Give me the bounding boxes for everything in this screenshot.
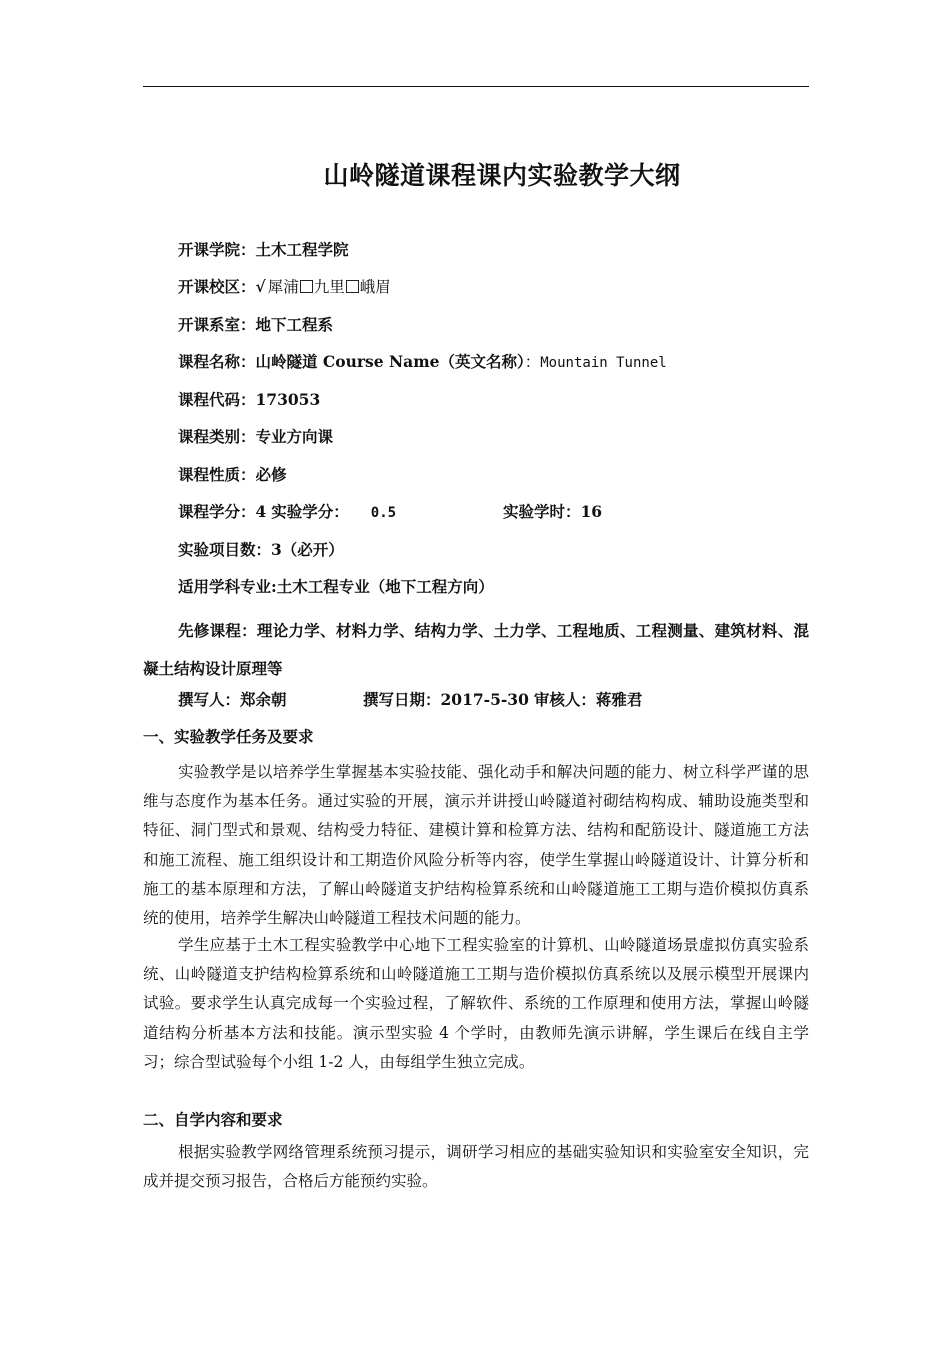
course-code-value: 173053 <box>255 390 321 409</box>
field-college <box>178 238 349 260</box>
reviewer-value: 蒋雅君 <box>595 690 643 709</box>
field-lab-items <box>178 538 344 560</box>
lab-hours-value: 16 <box>580 502 603 521</box>
field-credits <box>178 500 396 522</box>
field-course-nature <box>178 463 287 485</box>
nature-label: 课程性质： <box>178 465 256 484</box>
major-label: 适用学科专业: <box>178 577 277 596</box>
course-name-colon: ： <box>524 353 541 371</box>
field-prerequisites <box>143 612 809 687</box>
field-author <box>178 688 287 710</box>
lab-credit-label: 实验学分： <box>271 502 349 521</box>
campus-label: 开课校区： <box>178 277 256 296</box>
date-value: 2017-5-30 <box>440 690 529 709</box>
section-heading: 一、实验教学任务及要求 <box>143 727 314 746</box>
credit-value: 4 <box>255 502 267 521</box>
credit-label: 课程学分： <box>178 502 256 521</box>
campus-option-xipu: 犀浦 <box>267 278 299 296</box>
items-value: 3（必开） <box>271 540 344 559</box>
field-major <box>178 575 494 597</box>
section-paragraph: 根据实验教学网络管理系统预习提示，调研学习相应的基础实验知识和实验室安全知识，完成并提交预习报告，合格后方能预约实验。 <box>143 1143 809 1191</box>
nature-value: 必修 <box>255 465 287 484</box>
dept-value: 地下工程系 <box>255 315 334 334</box>
lab-hours-label: 实验学时： <box>503 502 581 521</box>
field-campus <box>178 275 391 297</box>
field-date-reviewer <box>363 688 642 710</box>
field-course-code <box>178 388 320 410</box>
checkbox-empty-icon <box>346 280 359 293</box>
course-code-label: 课程代码： <box>178 390 256 409</box>
reviewer-label: 审核人： <box>533 690 596 709</box>
author-label: 撰写人： <box>178 690 241 709</box>
prereq-label: 先修课程： <box>178 621 257 640</box>
items-label: 实验项目数： <box>178 540 272 559</box>
major-value: 土木工程专业（地下工程方向） <box>276 577 494 596</box>
author-value: 郑余朝 <box>240 690 287 709</box>
date-label: 撰写日期： <box>363 690 441 709</box>
campus-option-jiuli: 九里 <box>313 278 345 296</box>
college-label: 开课学院： <box>178 240 256 259</box>
field-lab-hours <box>503 500 602 522</box>
document-title: 山岭隧道课程课内实验教学大纲 <box>323 161 681 190</box>
course-name-value: 山岭隧道 Course Name（英文名称） <box>255 352 525 371</box>
header-rule <box>143 86 809 87</box>
field-department <box>178 313 333 335</box>
section-heading: 二、自学内容和要求 <box>143 1110 283 1129</box>
field-course-name <box>178 350 667 372</box>
campus-option-emei: 峨眉 <box>359 278 391 296</box>
course-name-label: 课程名称： <box>178 352 256 371</box>
dept-label: 开课系室： <box>178 315 256 334</box>
college-value: 土木工程学院 <box>255 240 349 259</box>
campus-check-icon: √ <box>255 277 266 296</box>
category-label: 课程类别： <box>178 427 256 446</box>
lab-credit-value: 0.5 <box>370 505 397 521</box>
course-name-english: Mountain Tunnel <box>540 355 667 371</box>
prereq-value: 理论力学、材料力学、结构力学、土力学、工程地质、工程测量、建筑材料、混凝土结构设计原理等 <box>143 621 809 678</box>
section-paragraph: 学生应基于土木工程实验教学中心地下工程实验室的计算机、山岭隧道场景虚拟仿真实验系统、山岭隧道支护结构检算系统和山岭隧道施工工期与造价模拟仿真系统以及展示模型开展课内试验。要求学生认真完成每一个实验过程，了解软件、系统的工作原理和使用方法，掌握山岭隧道结构分析基本方法和技能。演示型实验 4 个学时，由教师先演示讲解，学生课后在线自主学习；综合型试验每个小组 1-2 人，由每组学生独立完成。 <box>143 936 809 1071</box>
category-value: 专业方向课 <box>255 427 334 446</box>
field-course-category <box>178 425 333 447</box>
section-paragraph: 实验教学是以培养学生掌握基本实验技能、强化动手和解决问题的能力、树立科学严谨的思维与态度作为基本任务。通过实验的开展，演示并讲授山岭隧道衬砌结构构成、辅助设施类型和特征、洞门型式和景观、结构受力特征、建模计算和检算方法、结构和配筋设计、隧道施工方法和施工流程、施工组织设计和工期造价风险分析等内容，使学生掌握山岭隧道设计、计算分析和施工的基本原理和方法，了解山岭隧道支护结构检算系统和山岭隧道施工工期与造价模拟仿真系统的使用，培养学生解决山岭隧道工程技术问题的能力。 <box>143 763 809 928</box>
checkbox-empty-icon <box>300 280 313 293</box>
